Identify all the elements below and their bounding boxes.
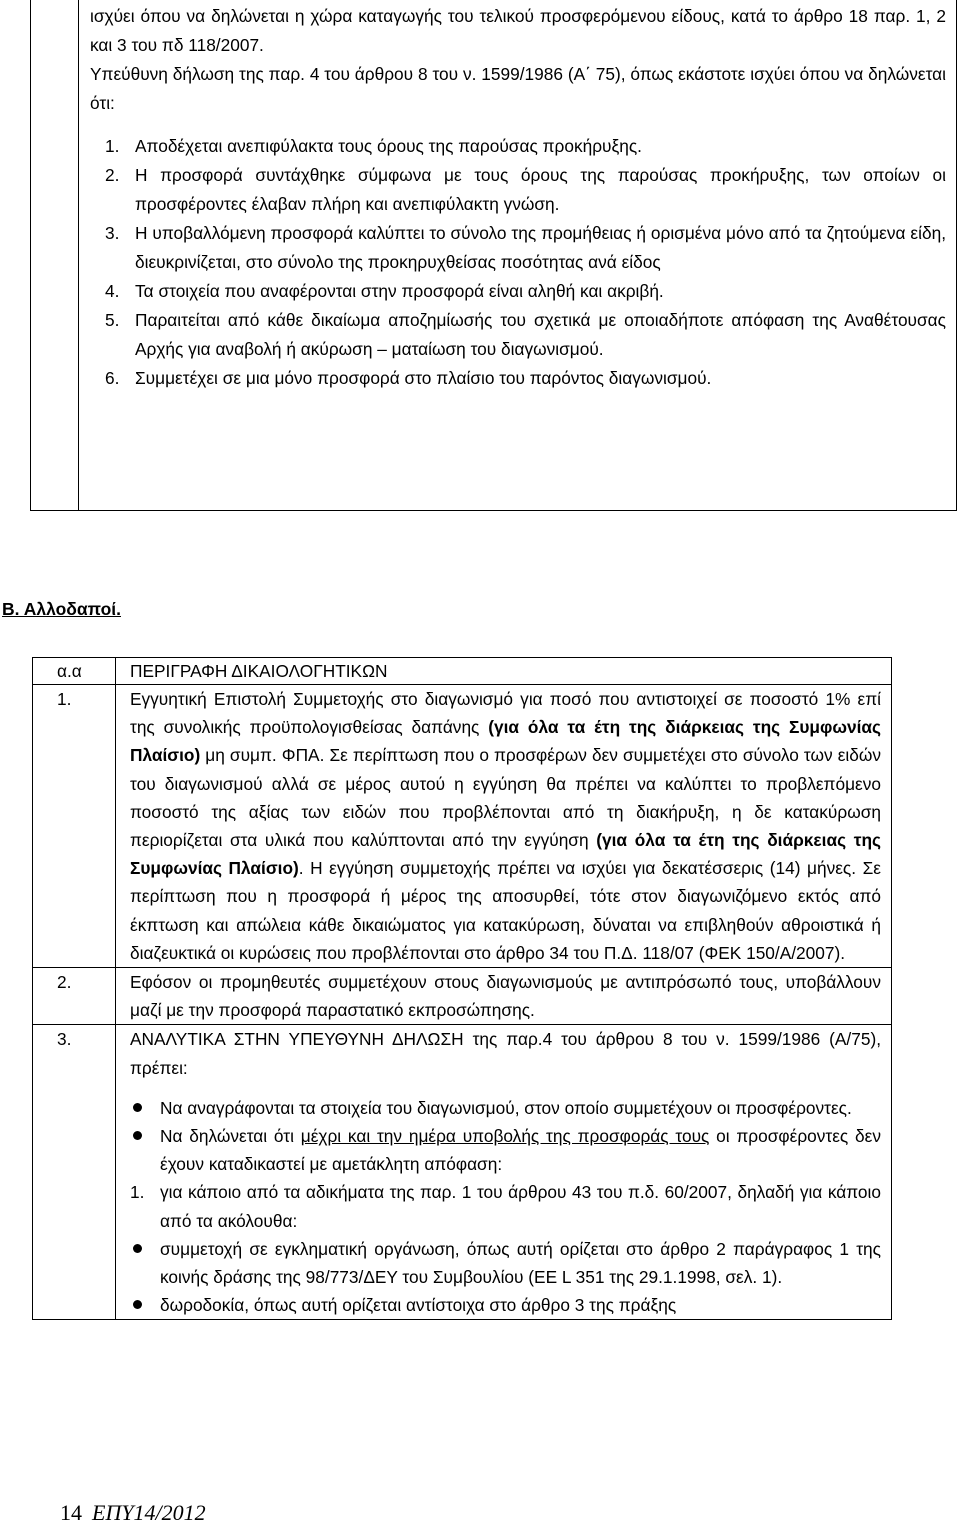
column-divider <box>78 0 79 510</box>
declaration-list <box>90 132 946 393</box>
header-col-description: ΠΕΡΙΓΡΑΦΗ ΔΙΚΑΙΟΛΟΓΗΤΙΚΩΝ <box>116 658 892 685</box>
bullet-icon <box>133 1103 142 1112</box>
requirements-list <box>130 1094 881 1320</box>
header-col-number: α.α <box>33 658 116 685</box>
list-item: 6. Συμμετέχει σε μια μόνο προσφορά στο πλαίσιο του παρόντος διαγωνισμού. <box>105 368 712 388</box>
documents-table <box>32 657 892 1320</box>
paragraph-declaration: Υπεύθυνη δήλωση της παρ. 4 του άρθρου 8 του ν. 1599/1986 (Α΄ 75), όπως εκάστοτε ισχύει όπου να δηλώνεται ότι: <box>90 64 946 113</box>
page-number: 14 <box>60 1500 82 1525</box>
document-code: ΕΠΥ14/2012 <box>92 1500 206 1525</box>
table-row <box>33 1025 892 1320</box>
list-item: 5. Παραιτείται από κάθε δικαίωμα αποζημίωσής του σχετικά με οποιαδήποτε απόφαση της Αναθέτουσας Αρχής για αναβολή ή ακύρωση – ματαίωση του διαγωνισμού. <box>105 310 946 359</box>
list-item: Να αναγράφονται τα στοιχεία του διαγωνισμού, στον οποίο συμμετέχουν οι προσφέροντες. <box>130 1094 881 1122</box>
row-description: Εφόσον οι προμηθευτές συμμετέχουν στους διαγωνισμούς με αντιπρόσωπό τους, υποβάλλουν μαζί με την προσφορά παραστατικό εκπροσώπησης. <box>116 968 892 1025</box>
table-row <box>33 968 892 1025</box>
table-header-row <box>33 658 892 685</box>
list-item: συμμετοχή σε εγκληματική οργάνωση, όπως αυτή ορίζεται στο άρθρο 2 παράγραφος 1 της κοινής δράσης της 98/773/ΔΕΥ του Συμβουλίου (ΕΕ L 351 της 29.1.1998, σελ. 1). <box>130 1235 881 1291</box>
bullet-icon <box>133 1131 142 1140</box>
page-footer <box>60 1500 206 1526</box>
bullet-icon <box>133 1300 142 1309</box>
table-row <box>33 685 892 968</box>
list-item: δωροδοκία, όπως αυτή ορίζεται αντίστοιχα στο άρθρο 3 της πράξης <box>130 1291 881 1319</box>
list-item: Να δηλώνεται ότι μέχρι και την ημέρα υποβολής της προσφοράς τους οι προσφέροντες δεν έχουν καταδικαστεί με αμετάκλητη απόφαση: <box>130 1122 881 1178</box>
section-heading-foreigners: Β. Αλλοδαποί. <box>2 599 121 619</box>
row-number: 1. <box>33 685 116 968</box>
row-number: 3. <box>33 1025 116 1320</box>
list-item: 4. Τα στοιχεία που αναφέρονται στην προσφορά είναι αληθή και ακριβή. <box>105 281 664 301</box>
list-item: 1. για κάποιο από τα αδικήματα της παρ. 1 του άρθρου 43 του π.δ. 60/2007, δηλαδή για κάποιο από τα ακόλουθα: <box>130 1182 881 1231</box>
row-description: Εγγυητική Επιστολή Συμμετοχής στο διαγωνισμό για ποσό που αντιστοιχεί σε ποσοστό 1% επί της συνολικής προϋπολογισθείσας δαπάνης (για όλα τα έτη της διάρκειας της Συμφωνίας Πλαίσιο) μη συμπ. ΦΠΑ. Σε περίπτωση που ο προσφέρων δεν συμμετέχει στο σύνολο των ειδών του διαγωνισμού αλλά σε μέρος αυτού η εγγύηση θα πρέπει να καλύπτει το προβλεπόμενο ποσοστό της αξίας των ειδών που προβλέπονται από τη διακήρυξη, η δε κατακύρωση περιορίζεται στα υλικά που καλύπτονται από την εγγύηση (για όλα τα έτη της διάρκειας της Συμφωνίας Πλαίσιο). Η εγγύηση συμμετοχής πρέπει να ισχύει για δεκατέσσερις (14) μήνες. Σε περίπτωση που η προσφορά ή μέρος της αποσυρθεί, τότε στον διαγωνιζόμενο εκτός από έκπτωση και απώλεια κάθε δικαιώματος για κατακύρωση, δύναται να επιβληθούν αθροιστικά ή διαζευκτικά οι κυρώσεις που προβλέπονται στο άρθρο 34 του Π.Δ. 118/07 (ΦΕΚ 150/Α/2007). <box>116 685 892 968</box>
list-item: 3. Η υποβαλλόμενη προσφορά καλύπτει το σύνολο της προμήθειας ή ορισμένα μόνο από τα ζητούμενα είδη, διευκρινίζεται, στο σύνολο της προκηρυχθείσας ποσότητας ανά είδος <box>105 223 946 272</box>
list-item: 1. Αποδέχεται ανεπιφύλακτα τους όρους της παρούσας προκήρυξης. <box>105 136 642 156</box>
row-description: ΑΝΑΛΥΤΙΚΑ ΣΤΗΝ ΥΠΕΥΘΥΝΗ ΔΗΛΩΣΗ της παρ.4 του άρθρου 8 του ν. 1599/1986 (Α/75), πρέπει: Να αναγράφονται τα στοιχεία του διαγωνισμού, στον οποίο συμμετέχουν οι προσφέροντες. Να δηλώνεται ότι μέχρι και την ημέρα υποβολής της προσφοράς τους οι προσφέροντες δεν έχουν καταδικαστεί με αμετάκλητη απόφαση: 1. για κάποιο από τα αδικήματα της παρ. 1 του άρθρου 43 του π.δ. 60/2007, δηλαδή για κάποιο από τα ακόλουθα: συμμετοχή σε εγκληματική οργάνωση, όπως αυτή ορίζεται στο άρθρο 2 παράγραφος 1 της κοινής δράσης της 98/773/ΔΕΥ του Συμβουλίου (ΕΕ L 351 της 29.1.1998, σελ. 1). δωροδοκία, όπως αυτή ορίζεται αντίστοιχα στο άρθρο 3 της πράξης <box>116 1025 892 1320</box>
top-box <box>30 0 957 511</box>
top-box-content <box>90 2 946 393</box>
paragraph-origin: ισχύει όπου να δηλώνεται η χώρα καταγωγής του τελικού προσφερόμενου είδους, κατά το άρθρο 18 παρ. 1, 2 και 3 του πδ 118/2007. <box>90 6 946 55</box>
row-number: 2. <box>33 968 116 1025</box>
list-item: 2. Η προσφορά συντάχθηκε σύμφωνα με τους όρους της παρούσας προκήρυξης, των οποίων οι προσφέροντες έλαβαν πλήρη και ανεπιφύλακτη γνώση. <box>105 165 946 214</box>
bullet-icon <box>133 1244 142 1253</box>
